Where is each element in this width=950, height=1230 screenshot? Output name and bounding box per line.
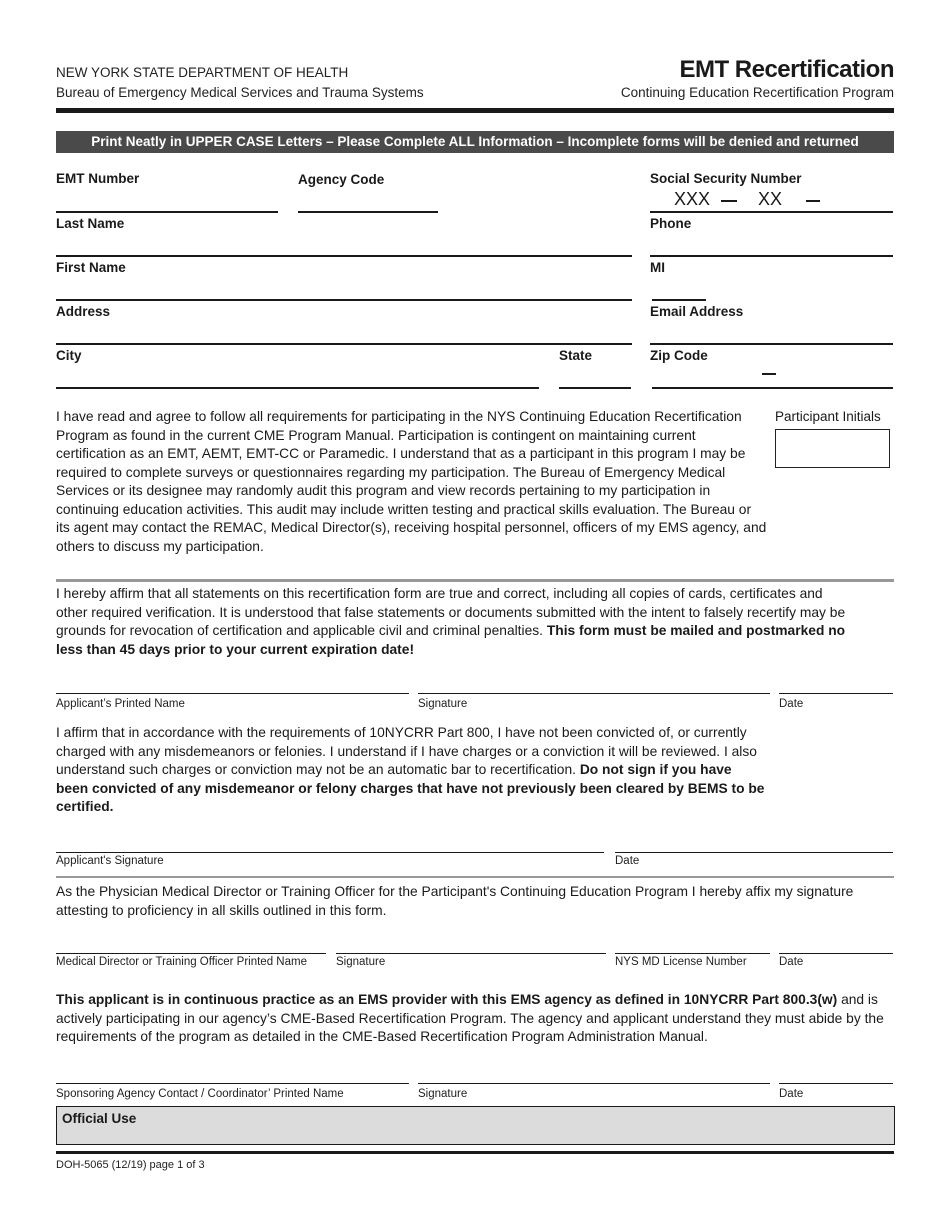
sponsor-signature-label: Signature xyxy=(418,1088,468,1100)
form-subtitle: Continuing Education Recertification Program xyxy=(620,85,894,100)
ssn-dash-2 xyxy=(806,200,820,202)
director-license-label: NYS MD License Number xyxy=(615,956,747,968)
state-label: State xyxy=(559,348,593,363)
director-signature-label: Signature xyxy=(336,956,386,968)
last-name-line xyxy=(56,255,632,257)
ssn-last4-input[interactable] xyxy=(830,192,890,210)
applicant-signature-line[interactable] xyxy=(418,693,770,694)
agency-code-input[interactable] xyxy=(298,192,438,210)
phone-line xyxy=(650,255,893,257)
director-printed-name-line[interactable] xyxy=(56,953,326,954)
sponsor-date-line[interactable] xyxy=(779,1083,893,1084)
address-line xyxy=(56,343,632,345)
sponsor-text xyxy=(56,991,894,1047)
ssn-mask-2: XX xyxy=(758,189,783,209)
conviction-text xyxy=(56,724,766,817)
applicant-printed-name-line[interactable] xyxy=(56,693,409,694)
director-date-label: Date xyxy=(779,956,804,968)
sponsor-signature-line[interactable] xyxy=(418,1083,770,1084)
applicant-date-line[interactable] xyxy=(779,693,893,694)
city-input[interactable] xyxy=(56,368,539,386)
address-label: Address xyxy=(56,304,111,319)
official-use-label: Official Use xyxy=(62,1111,137,1126)
department-name: NEW YORK STATE DEPARTMENT OF HEALTH xyxy=(56,65,349,80)
last-name-input[interactable] xyxy=(56,236,632,254)
initials-label: Participant Initials xyxy=(775,409,881,424)
sponsor-date-label: Date xyxy=(779,1088,804,1100)
official-use-box xyxy=(56,1106,895,1145)
ssn-line xyxy=(650,211,893,213)
affirm-bold: This form must be mailed and postmarked no less than 45 days prior to your current expiration date! xyxy=(56,623,846,657)
city-line xyxy=(56,387,539,389)
form-title: EMT Recertification xyxy=(679,56,894,83)
instruction-banner: Print Neatly in UPPER CASE Letters – Please Complete ALL Information – Incomplete forms will be denied and returned xyxy=(56,131,894,153)
first-name-label: First Name xyxy=(56,260,126,275)
first-name-input[interactable] xyxy=(56,280,632,298)
conviction-bold: Do not sign if you have been convicted of any misdemeanor or felony charges that have not previously been cleared by BEMS to be certified. xyxy=(56,762,765,814)
affirm-text xyxy=(56,585,846,659)
applicant-signature-label: Signature xyxy=(418,698,468,710)
director-printed-name-label: Medical Director or Training Officer Printed Name xyxy=(56,956,307,968)
sponsor-body: and is actively participating in our agency’s CME-Based Recertification Program. The agency and applicant understand they must abide by the requirements of the program as detailed in the CME-Based Recertification Program Administration Manual. xyxy=(56,992,884,1044)
form-number: DOH-5065 (12/19) page 1 of 3 xyxy=(56,1159,205,1171)
mi-label: MI xyxy=(650,260,665,275)
email-label: Email Address xyxy=(650,304,744,319)
applicant-signature2-date-label: Date xyxy=(615,855,640,867)
sponsor-printed-name-line[interactable] xyxy=(56,1083,409,1084)
ssn-mask-1: XXX xyxy=(674,189,711,209)
affirm-body: I hereby affirm that all statements on this recertification form are true and correct, including all copies of cards, certificates and other required verification. It is understood that false statements or documents submitted with the intent to falsely recertify may be grounds for revocation of certification and applicable civil and criminal penalties. xyxy=(56,586,846,638)
zip-input[interactable] xyxy=(652,368,892,386)
zip-label: Zip Code xyxy=(650,348,708,363)
applicant-signature2-date-line[interactable] xyxy=(615,852,893,853)
director-date-line[interactable] xyxy=(779,953,893,954)
city-label: City xyxy=(56,348,82,363)
agency-code-line xyxy=(298,211,438,213)
mi-line xyxy=(652,299,706,301)
emt-number-input[interactable] xyxy=(56,192,278,210)
phone-label: Phone xyxy=(650,216,692,231)
applicant-printed-name-label: Applicant’s Printed Name xyxy=(56,698,185,710)
director-text: As the Physician Medical Director or Training Officer for the Participant's Continuing Education Program I hereby affix my signature attesting to proficiency in all skills outlined in this form. xyxy=(56,884,854,918)
applicant-date-label: Date xyxy=(779,698,804,710)
initials-box[interactable] xyxy=(775,429,890,468)
director-separator xyxy=(56,876,894,878)
phone-input[interactable] xyxy=(650,236,893,254)
conviction-body: I affirm that in accordance with the requirements of 10NYCRR Part 800, I have not been convicted of, or currently charged with any misdemeanors or felonies. I understand if I have charges or a conviction it will be reviewed. I also understand such charges or conviction may not be an automatic bar to recertification. xyxy=(56,725,757,777)
agreement-text: I have read and agree to follow all requirements for participating in the NYS Continuing Education Recertification Program as found in the current CME Program Manual. Participation is contingent on maintaining current certification as an EMT, AEMT, EMT-CC or Paramedic. I understand that as a participant in this program I may be required to complete surveys or questionnaires regarding my participation. The Bureau of Emergency Medical Services or its designee may randomly audit this program and view records pertaining to my participation in continuing education activities. This audit may include written testing and practical skills evaluation. The Bureau or its agent may contact the REMAC, Medical Director(s), receiving hospital personnel, officers of my EMS agency, and others to discuss my participation. xyxy=(56,409,767,554)
director-signature-line[interactable] xyxy=(336,953,606,954)
emt-number-line xyxy=(56,211,278,213)
first-name-line xyxy=(56,299,632,301)
zip-line xyxy=(652,387,893,389)
director-license-line[interactable] xyxy=(615,953,770,954)
address-input[interactable] xyxy=(56,324,632,342)
email-line xyxy=(650,343,893,345)
footer-rule xyxy=(56,1151,894,1154)
state-line xyxy=(559,387,631,389)
agency-code-label: Agency Code xyxy=(298,172,385,187)
email-input[interactable] xyxy=(650,324,893,342)
ssn-dash-1 xyxy=(721,200,737,202)
header-rule xyxy=(56,108,894,113)
sponsor-printed-name-label: Sponsoring Agency Contact / Coordinator’ Printed Name xyxy=(56,1088,344,1100)
sponsor-bold: This applicant is in continuous practice as an EMS provider with this EMS agency as defined in 10NYCRR Part 800.3(w) xyxy=(56,992,838,1007)
mi-input[interactable] xyxy=(652,280,706,298)
section-separator xyxy=(56,579,894,582)
bureau-name: Bureau of Emergency Medical Services and Trauma Systems xyxy=(56,85,424,100)
ssn-label: Social Security Number xyxy=(650,171,802,186)
last-name-label: Last Name xyxy=(56,216,125,231)
state-input[interactable] xyxy=(559,368,631,386)
applicant-signature2-label: Applicant's Signature xyxy=(56,855,164,867)
applicant-signature2-line[interactable] xyxy=(56,852,604,853)
emt-number-label: EMT Number xyxy=(56,171,140,186)
